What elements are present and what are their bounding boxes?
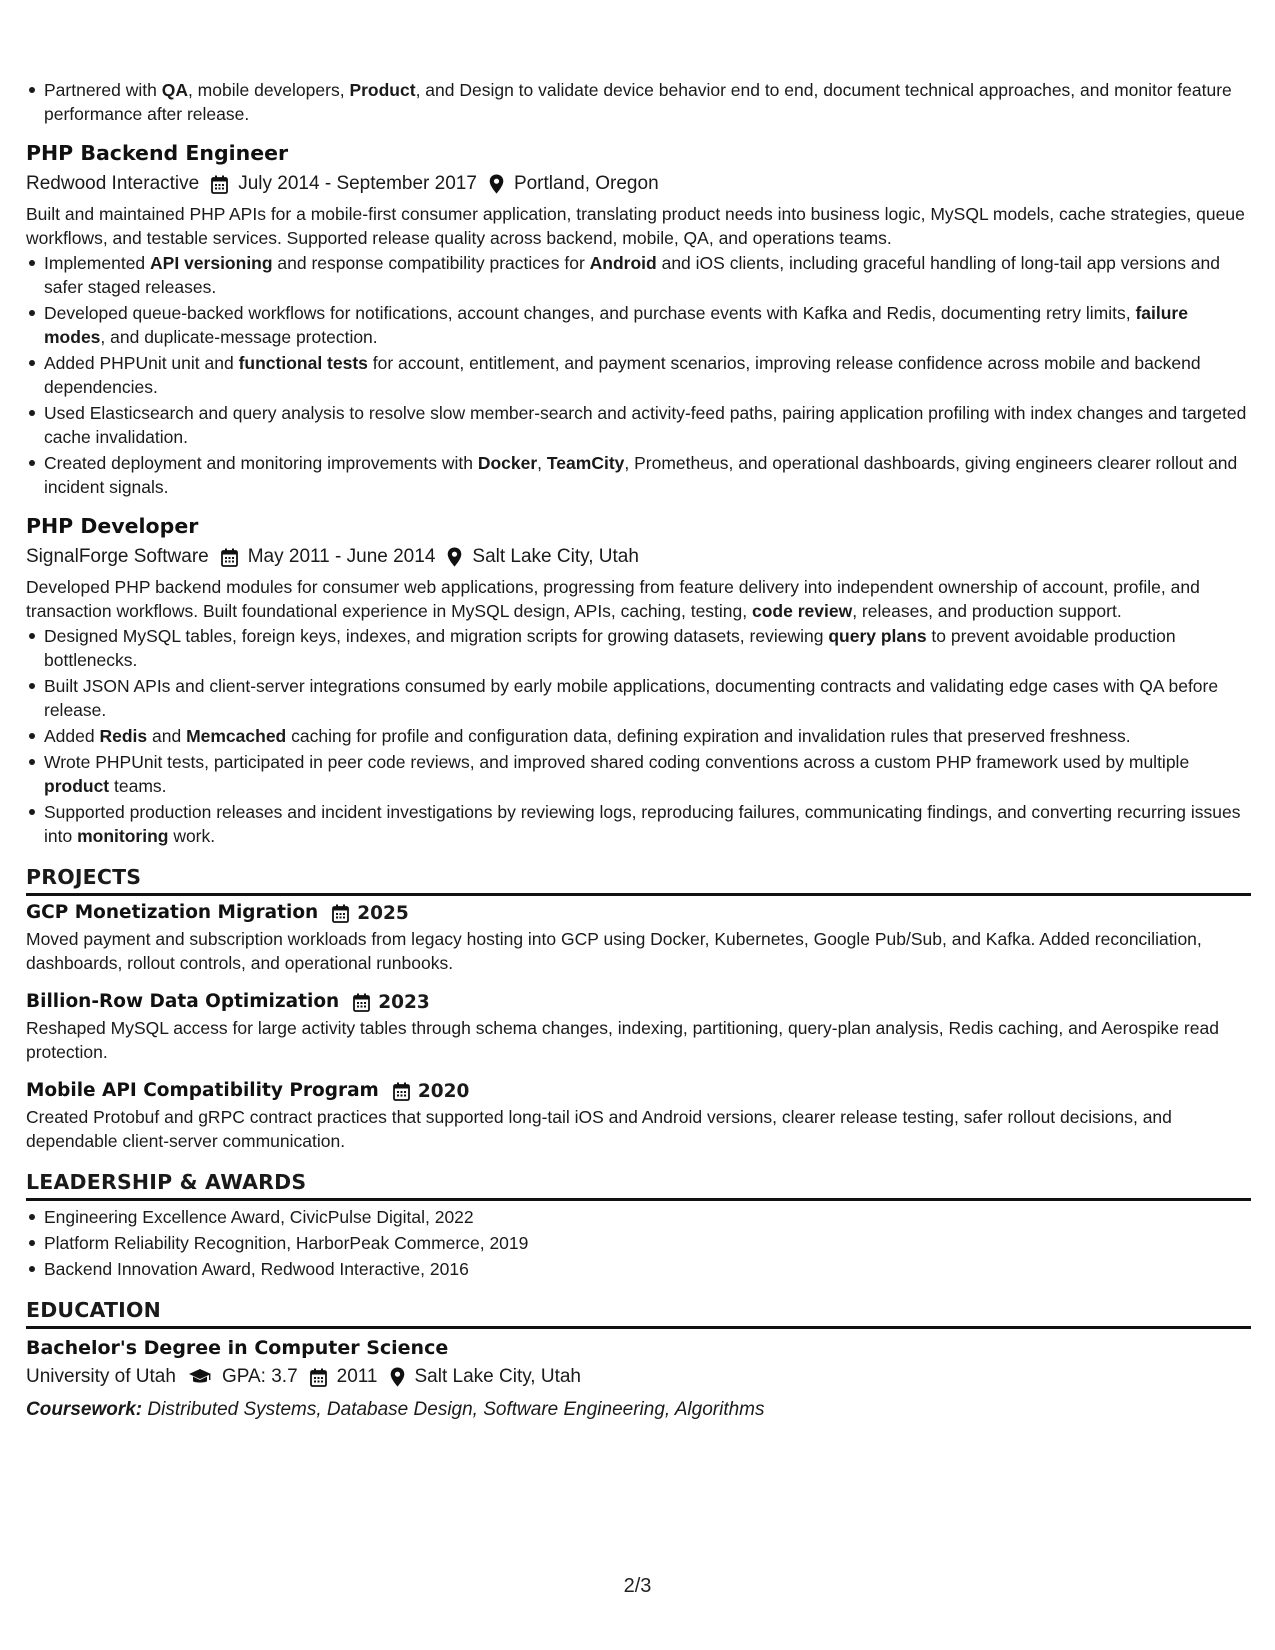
bullet-item [44, 750, 1251, 798]
text-run: , mobile developers, [187, 80, 350, 100]
text-run: Developed PHP backend modules for consumer web applications, progressing from feature delivery into independent ownership of account, profile, and transaction workflows. Built foundational experience in MySQL design, APIs, caching, testing, [26, 577, 1200, 621]
job-title: PHP Developer [26, 514, 199, 538]
text-run: , and duplicate-message protection. [100, 327, 378, 347]
project-year: 2020 [417, 1080, 470, 1102]
emphasis-text: Memcached [186, 726, 287, 746]
text-run: Partnered with [44, 80, 162, 100]
projects-list [26, 900, 1251, 1153]
text-run: Used Elasticsearch and query analysis to resolve slow member-search and activity-feed paths, pairing application profiling with index changes and targeted cache invalidation. [44, 403, 1247, 447]
project-header [26, 989, 1251, 1015]
text-run: Supported production releases and incident investigations by reviewing logs, reproducing failures, communicating findings, and converting recurring issues into [44, 802, 1241, 846]
experience-list [26, 140, 1251, 848]
project-entry [26, 989, 1251, 1064]
text-run: and iOS clients, including graceful handling of long-tail app versions and safer staged releases. [44, 253, 1220, 297]
text-run: Added [44, 726, 100, 746]
awards-list [26, 1205, 1251, 1281]
job-summary [26, 203, 1251, 250]
text-run: Added PHPUnit unit and [44, 353, 239, 373]
calendar-icon [211, 175, 228, 194]
job-location: Portland, Oregon [513, 173, 659, 194]
project-title: Billion-Row Data Optimization [26, 991, 340, 1012]
job-meta [26, 170, 1251, 198]
project-year: 2025 [357, 902, 409, 924]
education-heading: EDUCATION [26, 1297, 1251, 1329]
bullet-item [44, 624, 1251, 672]
emphasis-text: QA [161, 80, 188, 100]
bullet-item [44, 251, 1251, 299]
calendar-icon [353, 993, 370, 1012]
job-entry [26, 513, 1251, 848]
calendar-icon [332, 904, 349, 923]
bullet-item [44, 78, 1251, 126]
bullet-item [44, 351, 1251, 399]
degree-title: Bachelor's Degree in Computer Science [26, 1337, 449, 1359]
company-name: Redwood Interactive [26, 173, 200, 194]
calendar-icon [393, 1082, 410, 1101]
map-pin-icon [447, 547, 462, 567]
text-run: , and Design to validate device behavior end to end, document technical approaches, and monitor feature performance after release. [44, 80, 1232, 124]
emphasis-text: TeamCity [546, 453, 625, 473]
job-location: Salt Lake City, Utah [472, 546, 639, 567]
project-year: 2023 [378, 991, 430, 1013]
company-name: SignalForge Software [26, 546, 209, 567]
text-run: , Prometheus, and operational dashboards, giving engineers clearer rollout and incident signals. [44, 453, 1238, 497]
coursework [26, 1396, 1251, 1424]
emphasis-text: code review [752, 600, 853, 621]
job-entry [26, 140, 1251, 499]
emphasis-text: failure modes [44, 303, 1188, 347]
text-run: Built and maintained PHP APIs for a mobile-first consumer application, translating product needs into business logic, MySQL models, cache strategies, queue workflows, and testable services. Supported release quality across backend, mobile, QA, and operations teams. [26, 204, 1245, 248]
bullet-item [44, 800, 1251, 848]
text-run: Built JSON APIs and client-server integrations consumed by early mobile applications, documenting contracts and validating edge cases with QA before release. [44, 676, 1219, 720]
graduation-year: 2011 [336, 1366, 378, 1387]
bullet-item [44, 401, 1251, 449]
coursework-label: Coursework: [26, 1399, 143, 1420]
emphasis-text: Docker [477, 453, 538, 473]
bullet-item [44, 451, 1251, 499]
award-item: Backend Innovation Award, Redwood Interactive, 2016 [44, 1257, 1251, 1281]
projects-heading: PROJECTS [26, 864, 1251, 896]
emphasis-text: functional tests [238, 353, 368, 373]
gpa: GPA: 3.7 [221, 1366, 298, 1387]
school-name: University of Utah [26, 1366, 176, 1387]
calendar-icon [310, 1368, 327, 1387]
bullet-item [44, 301, 1251, 349]
map-pin-icon [489, 174, 504, 194]
emphasis-text: monitoring [77, 826, 169, 846]
text-run: Wrote PHPUnit tests, participated in peer code reviews, and improved shared coding conventions across a custom PHP framework used by multiple [44, 752, 1190, 772]
text-run: Created deployment and monitoring improvements with [44, 453, 478, 473]
emphasis-text: product [44, 776, 110, 796]
text-run: Developed queue-backed workflows for notifications, account changes, and purchase events with Kafka and Redis, documenting retry limits, [44, 303, 1136, 323]
job-summary [26, 576, 1251, 623]
leadership-heading: LEADERSHIP & AWARDS [26, 1169, 1251, 1201]
emphasis-text: API versioning [150, 253, 273, 273]
education-entry [26, 1335, 1251, 1424]
emphasis-text: query plans [828, 626, 927, 646]
bullet-item [44, 724, 1251, 748]
project-title: Mobile API Compatibility Program [26, 1080, 379, 1101]
award-item: Platform Reliability Recognition, HarborPeak Commerce, 2019 [44, 1231, 1251, 1255]
award-item: Engineering Excellence Award, CivicPulse Digital, 2022 [44, 1205, 1251, 1229]
text-run: and response compatibility practices for [272, 253, 590, 273]
job-title: PHP Backend Engineer [26, 141, 289, 165]
resume-page [26, 78, 1251, 1424]
project-entry [26, 900, 1251, 975]
page-number: 2/3 [623, 1575, 652, 1597]
job-bullet-list [26, 251, 1251, 499]
text-run: , releases, and production support. [852, 600, 1122, 621]
project-header [26, 900, 1251, 926]
text-run: and [147, 726, 187, 746]
education-location: Salt Lake City, Utah [414, 1366, 582, 1387]
project-description: Moved payment and subscription workloads from legacy hosting into GCP using Docker, Kubernetes, Google Pub/Sub, and Kafka. Added reconciliation, dashboards, rollout controls, and operational runbooks. [26, 929, 1202, 973]
project-description: Created Protobuf and gRPC contract practices that supported long-tail iOS and Android versions, clearer release testing, safer rollout decisions, and dependable client-server communication. [26, 1107, 1172, 1151]
text-run: for account, entitlement, and payment scenarios, improving release confidence across mobile and backend dependencies. [44, 353, 1201, 397]
project-title: GCP Monetization Migration [26, 902, 319, 923]
text-run: work. [168, 826, 216, 846]
coursework-list: Distributed Systems, Database Design, Software Engineering, Algorithms [142, 1399, 765, 1420]
project-description: Reshaped MySQL access for large activity tables through schema changes, indexing, partitioning, query-plan analysis, Redis caching, and Aerospike read protection. [26, 1018, 1219, 1062]
text-run: teams. [109, 776, 167, 796]
job-meta [26, 543, 1251, 571]
emphasis-text: Redis [99, 726, 148, 746]
map-pin-icon [390, 1367, 405, 1387]
project-entry [26, 1078, 1251, 1153]
job-dates: July 2014 - September 2017 [238, 173, 477, 194]
emphasis-text: Android [589, 253, 657, 273]
bullet-item [44, 674, 1251, 722]
text-run: Implemented [44, 253, 151, 273]
calendar-icon [221, 548, 238, 567]
text-run: to prevent avoidable production bottlenecks. [44, 626, 1176, 670]
graduation-cap-icon [188, 1368, 212, 1386]
text-run: , [537, 453, 547, 473]
text-run: caching for profile and configuration data, defining expiration and invalidation rules that preserved freshness. [286, 726, 1131, 746]
job-bullet-list [26, 624, 1251, 848]
education-meta [26, 1363, 1251, 1391]
intro-bullet-list [26, 78, 1251, 126]
project-header [26, 1078, 1251, 1104]
emphasis-text: Product [349, 80, 416, 100]
text-run: Designed MySQL tables, foreign keys, indexes, and migration scripts for growing datasets, reviewing [44, 626, 829, 646]
job-dates: May 2011 - June 2014 [247, 546, 436, 567]
